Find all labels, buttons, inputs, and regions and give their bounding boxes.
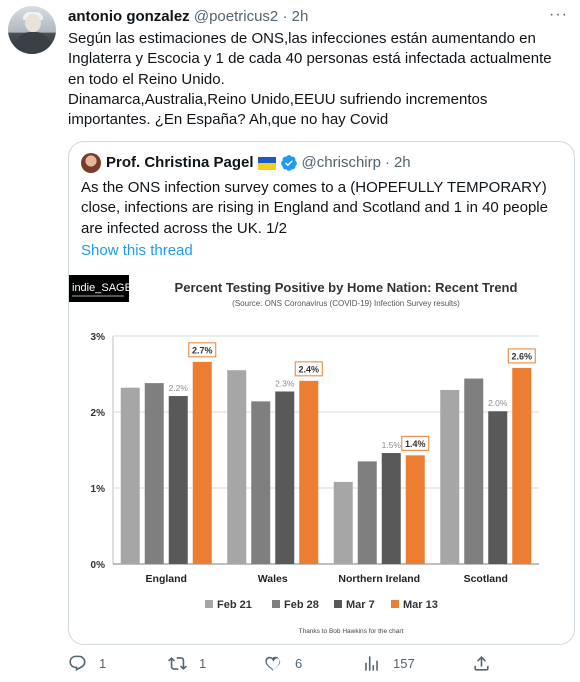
ukraine-flag-icon xyxy=(258,157,276,170)
bar-label: 2.0% xyxy=(488,398,508,409)
chart-logo-text: indie_SAGE xyxy=(72,282,132,294)
author-name[interactable]: antonio gonzalez xyxy=(68,8,190,25)
retweet-icon xyxy=(168,654,187,673)
bar-label: 2.2% xyxy=(168,383,188,394)
heart-icon xyxy=(264,654,283,673)
reply-icon xyxy=(68,654,87,673)
legend-swatch xyxy=(205,600,213,608)
show-thread-link[interactable]: Show this thread xyxy=(81,242,193,259)
like-count: 6 xyxy=(295,656,303,671)
tweet-actions xyxy=(68,654,568,678)
tweet-text-line: Dinamarca,Australia,Reino Unido,EEUU sufriendo incrementos importantes. ¿En España? Ah,que no hay Covid xyxy=(68,90,488,129)
share-button[interactable] xyxy=(472,654,503,673)
bar xyxy=(358,461,377,564)
x-tick-label: Northern Ireland xyxy=(338,573,421,585)
bar-label: 2.3% xyxy=(275,378,295,389)
bar-label: 1.5% xyxy=(381,440,401,451)
retweet-button[interactable] xyxy=(168,654,206,673)
quote-time: 2h xyxy=(393,154,411,171)
chart-image[interactable] xyxy=(69,270,574,644)
like-button[interactable] xyxy=(264,654,302,673)
bar xyxy=(227,370,246,564)
bar-label: 2.4% xyxy=(298,364,320,375)
bar xyxy=(121,388,140,564)
bar xyxy=(334,482,353,564)
quote-header xyxy=(81,153,411,173)
bar-label: 2.7% xyxy=(191,345,213,356)
bar xyxy=(275,391,294,564)
retweet-count: 1 xyxy=(199,656,207,671)
quote-text: As the ONS infection survey comes to a (HOPEFULLY TEMPORARY) close, infections are rising in England and Scotland and 1 in 40 people are infected across the UK. 1/2 xyxy=(81,179,548,237)
share-icon xyxy=(472,654,491,673)
bar-label: 1.4% xyxy=(404,438,426,449)
bar xyxy=(440,390,459,564)
author-handle[interactable]: @poetricus2 xyxy=(193,8,279,25)
bar xyxy=(464,379,483,564)
legend-swatch xyxy=(391,600,399,608)
legend-swatch xyxy=(272,600,280,608)
bar xyxy=(193,362,212,564)
chart-logo-subline xyxy=(72,295,124,297)
x-tick-label: England xyxy=(145,573,187,585)
bar xyxy=(299,381,318,564)
bar xyxy=(145,383,164,564)
bar xyxy=(512,368,531,564)
legend-swatch xyxy=(334,600,342,608)
legend-label: Feb 28 xyxy=(284,599,319,611)
quoted-tweet[interactable] xyxy=(68,141,575,645)
more-options-icon[interactable]: ··· xyxy=(549,6,568,23)
tweet-text-line: Según las estimaciones de ONS,las infecciones están aumentando en Inglaterra y Escocia y 1 de cada 40 personas está infectada actualmente en todo el Reino Unido. xyxy=(68,30,552,88)
verified-badge-icon xyxy=(280,154,298,172)
bar-chart xyxy=(69,270,574,644)
y-tick-label: 1% xyxy=(90,484,105,495)
y-tick-label: 3% xyxy=(90,332,105,343)
tweet-text xyxy=(68,29,568,130)
bar xyxy=(406,455,425,564)
views-button[interactable] xyxy=(362,654,415,673)
bar xyxy=(382,453,401,564)
reply-count: 1 xyxy=(99,656,107,671)
separator-dot: · xyxy=(282,8,288,25)
bar xyxy=(488,411,507,564)
tweet-header xyxy=(68,7,308,27)
avatar[interactable] xyxy=(8,6,56,54)
tweet-time[interactable]: 2h xyxy=(291,8,309,25)
legend-label: Mar 7 xyxy=(346,599,375,611)
views-icon xyxy=(362,654,381,673)
bar xyxy=(251,401,270,564)
legend-label: Mar 13 xyxy=(403,599,438,611)
bar xyxy=(169,396,188,564)
reply-button[interactable] xyxy=(68,654,106,673)
views-count: 157 xyxy=(393,656,415,671)
chart-subtitle: (Source: ONS Coronavirus (COVID-19) Infection Survey results) xyxy=(232,299,460,308)
x-tick-label: Wales xyxy=(257,573,288,585)
separator-dot: · xyxy=(384,154,390,171)
bar-label: 2.6% xyxy=(511,351,533,362)
y-tick-label: 2% xyxy=(90,408,105,419)
quote-author-name: Prof. Christina Pagel xyxy=(106,154,254,171)
legend-label: Feb 21 xyxy=(217,599,252,611)
x-tick-label: Scotland xyxy=(463,573,508,585)
chart-credit: Thanks to Bob Hawkins for the chart xyxy=(298,628,404,635)
chart-title: Percent Testing Positive by Home Nation: Recent Trend xyxy=(174,280,518,295)
y-tick-label: 0% xyxy=(90,560,105,571)
quote-avatar xyxy=(81,153,101,173)
quote-author-handle: @chrischirp xyxy=(301,154,381,171)
